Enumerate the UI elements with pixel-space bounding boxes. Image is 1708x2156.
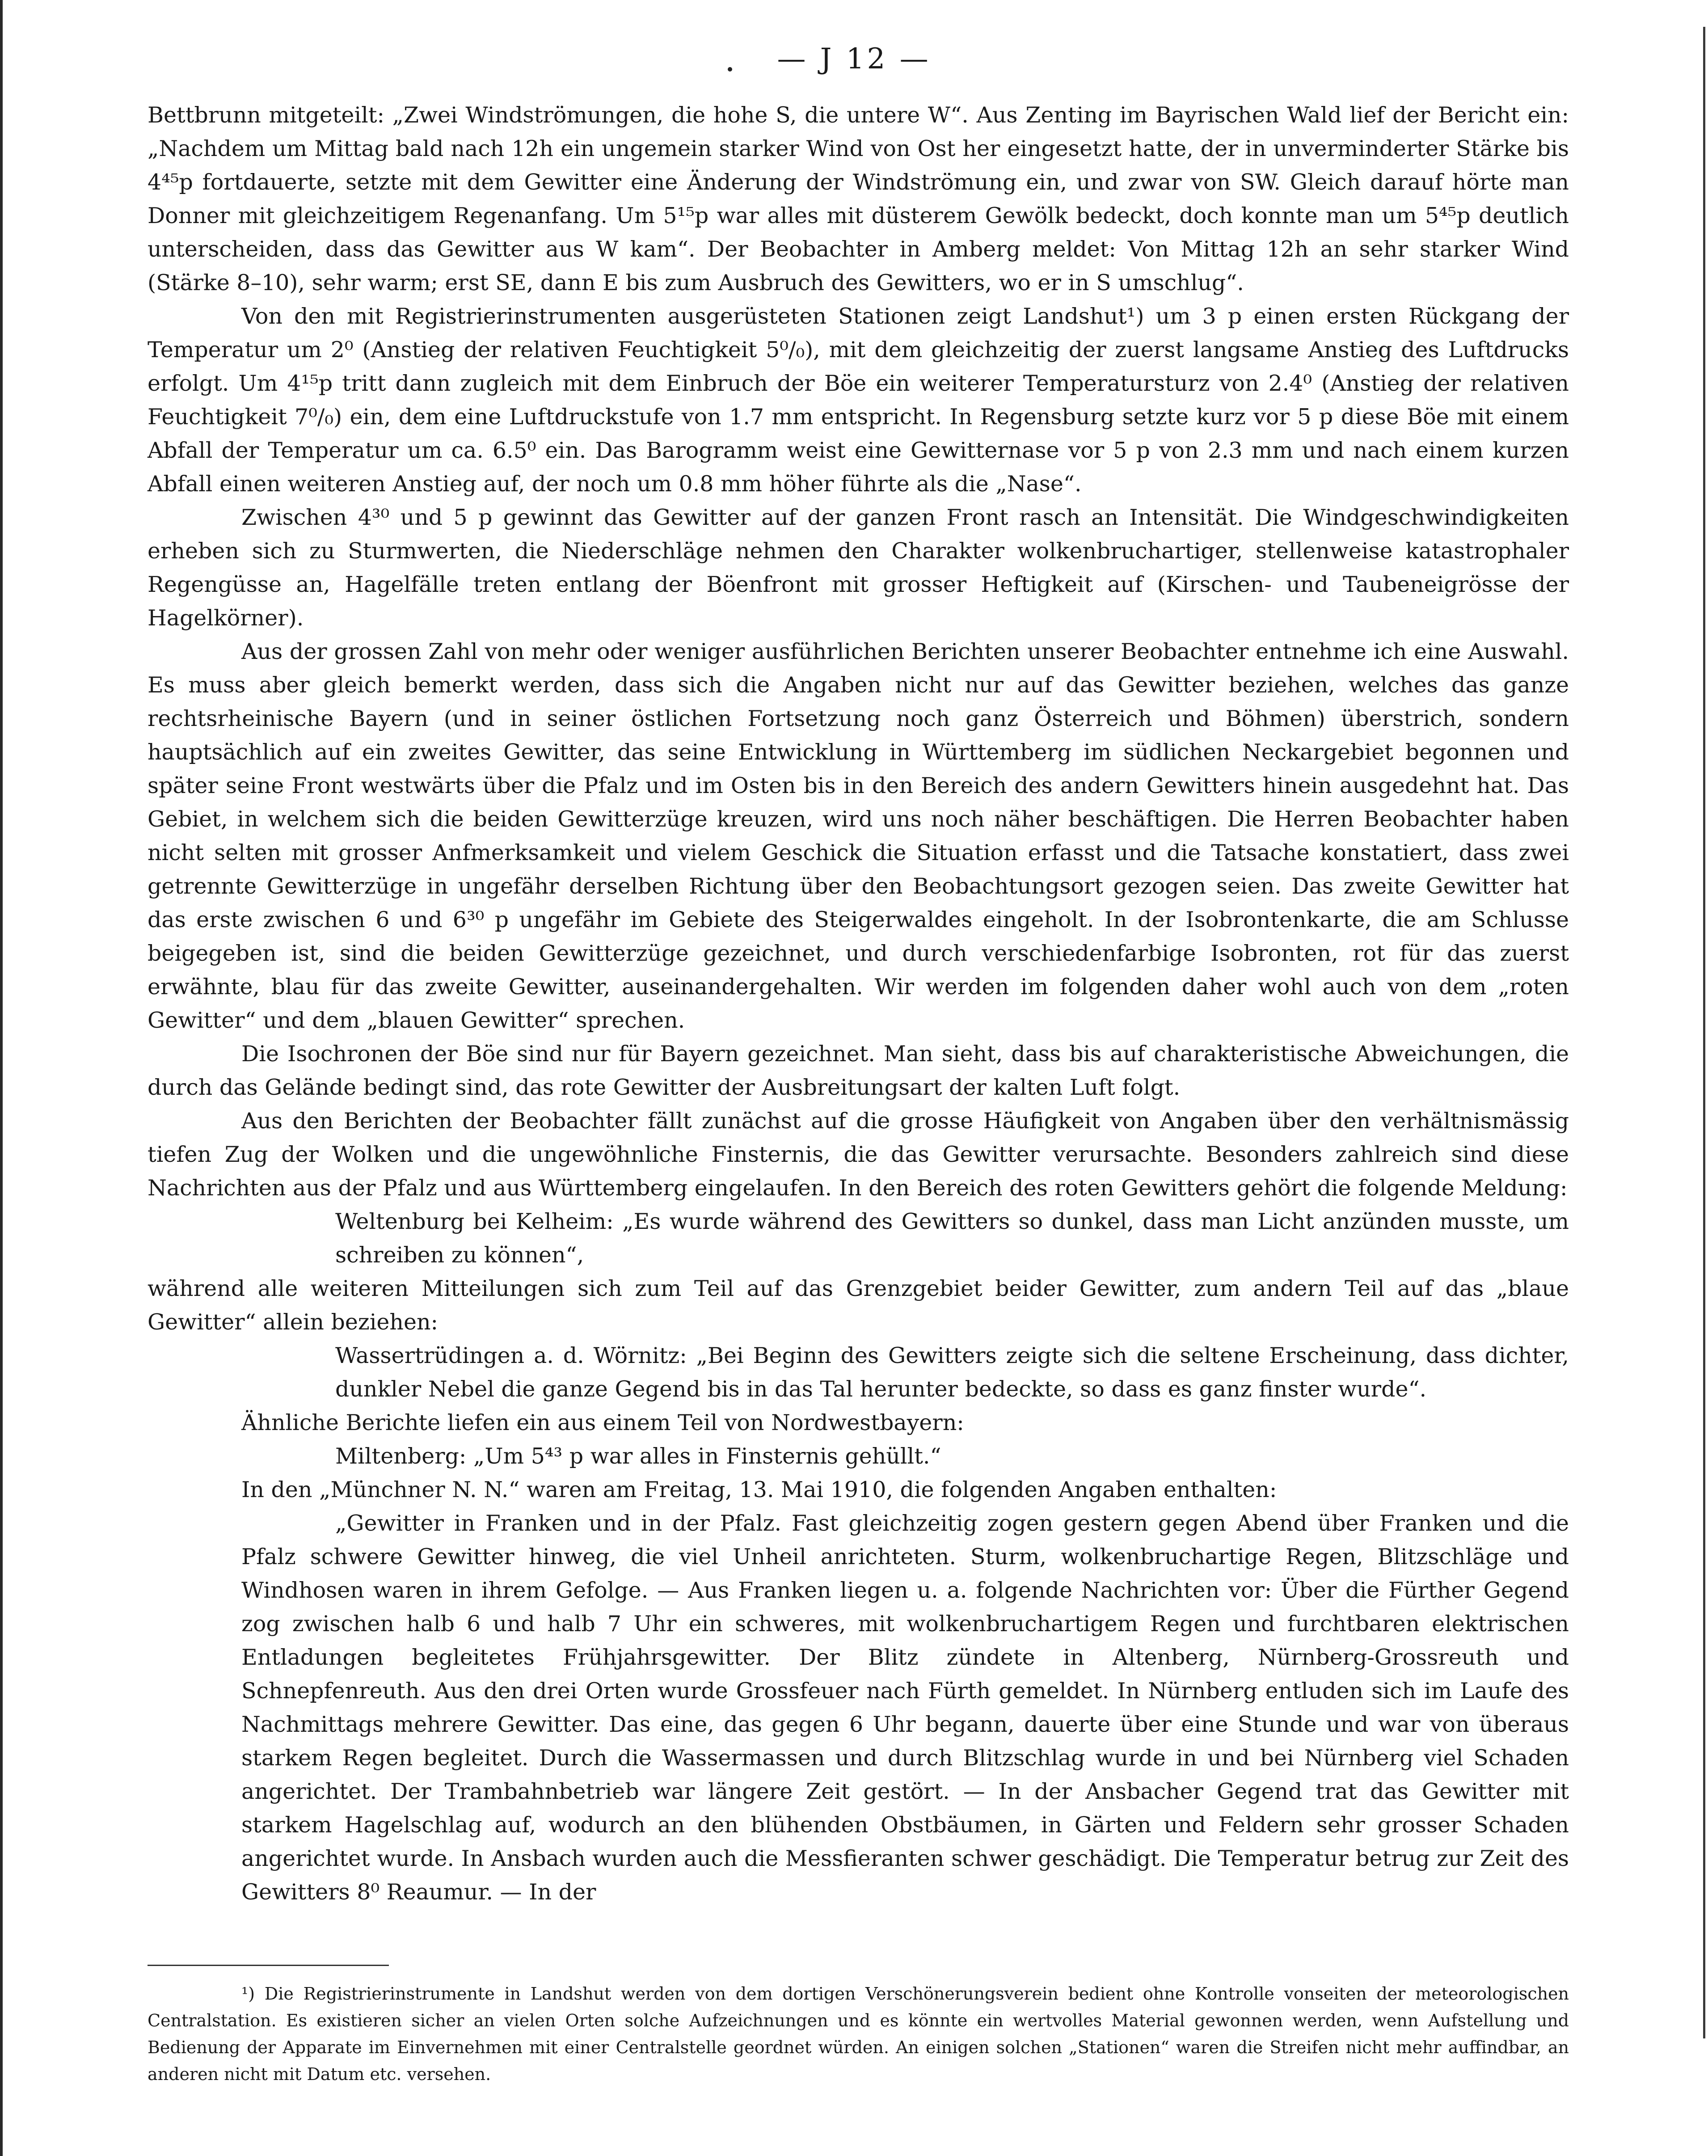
footnote <box>148 1980 1569 2088</box>
paragraph: Aus den Berichten der Beobachter fällt zunächst auf die grosse Häufigkeit von Angaben über den verhältnismässig tiefen Zug der Wolken und die ungewöhnliche Finsternis, die das Gewitter verursachte. Besonders zahlreich sind diese Nachrichten aus der Pfalz und aus Württemberg eingelaufen. In den Bereich des roten Gewitters gehört die folgende Meldung: <box>148 1108 1569 1201</box>
footnote-text: ¹) Die Registrierinstrumente in Landshut werden von dem dortigen Verschönerungsverein bedient ohne Kontrolle vonseiten der meteorologischen Centralstation. Es existieren sicher an vielen Orten solche Aufzeichnungen und es könnte ein wertvolles Material gewonnen werden, wenn Aufstellung und Bedienung der Apparate im Einvernehmen mit einer Centralstelle geordnet würden. An einigen solchen „Stationen“ waren die Streifen nicht mehr auffindbar, an anderen nicht mit Datum etc. versehen. <box>148 1984 1569 2084</box>
paragraph: Aus der grossen Zahl von mehr oder weniger ausführlichen Berichten unserer Beobachter entnehme ich eine Auswahl. Es muss aber gleich bemerkt werden, dass sich die Angaben nicht nur auf das Gewitter beziehen, welches das ganze rechtsrheinische Bayern (und in seiner östlichen Fortsetzung noch ganz Österreich und Böhmen) überstrich, sondern hauptsächlich auf ein zweites Gewitter, das seine Entwicklung in Württemberg im südlichen Neckargebiet begonnen und später seine Front westwärts über die Pfalz und im Osten bis in den Bereich des andern Gewitters hinein ausgedehnt hat. Das Gebiet, in welchem sich die beiden Gewitterzüge kreuzen, wird uns noch näher beschäftigen. Die Herren Beobachter haben nicht selten mit grosser Anfmerksamkeit und vielem Geschick die Situation erfasst und die Tatsache konstatiert, dass zwei getrennte Gewitterzüge in ungefähr derselben Richtung über den Beobachtungsort gezogen seien. Das zweite Gewitter hat das erste zwischen 6 und 6³⁰ p ungefähr im Gebiete des Steigerwaldes eingeholt. In der Isobrontenkarte, die am Schlusse beigegeben ist, sind die beiden Gewitterzüge gezeichnet, und durch verschiedenfarbige Isobronten, rot für das zuerst erwähnte, blau für das zweite Gewitter, auseinandergehalten. Wir werden im folgenden daher wohl auch von dem „roten Gewitter“ und dem „blauen Gewitter“ sprechen. <box>148 639 1569 1033</box>
paragraph: Ähnliche Berichte liefen ein aus einem Teil von Nordwestbayern: <box>241 1410 964 1435</box>
newspaper-quote: „Gewitter in Franken und in der Pfalz. Fast gleichzeitig zogen gestern gegen Abend über Franken und die Pfalz schwere Gewitter hinweg, die viel Unheil anrichteten. Sturm, wolkenbruchartige Regen, Blitzschläge und Windhosen waren in ihrem Gefolge. — Aus Franken liegen u. a. folgende Nachrichten vor: Über die Fürther Gegend zog zwischen halb 6 und halb 7 Uhr ein schweres, mit wolkenbruchartigem Regen und furchtbaren elektrischen Entladungen begleitetes Frühjahrsgewitter. Der Blitz zündete in Altenberg, Nürnberg-Grossreuth und Schnepfenreuth. Aus den drei Orten wurde Grossfeuer nach Fürth gemeldet. In Nürnberg entluden sich im Laufe des Nachmittags mehrere Gewitter. Das eine, das gegen 6 Uhr begann, dauerte über eine Stunde und war von überaus starkem Regen begleitet. Durch die Wassermassen und durch Blitzschlag wurde in und bei Nürnberg viel Schaden angerichtet. Der Trambahnbetrieb war längere Zeit gestört. — In der Ansbacher Gegend trat das Gewitter mit starkem Hagelschlag auf, wodurch an den blühenden Obstbäumen, in Gärten und Feldern sehr grosser Schaden angerichtet wurde. In Ansbach wurden auch die Messfieranten schwer geschädigt. Die Temperatur betrug zur Zeit des Gewitters 8⁰ Reaumur. — In der <box>241 1510 1569 1905</box>
paragraph: In den „Münchner N. N.“ waren am Freitag, 13. Mai 1910, die folgenden Angaben enthalten: <box>241 1477 1277 1502</box>
scan-right-edge <box>1703 27 1705 2038</box>
paragraph: Die Isochronen der Böe sind nur für Bayern gezeichnet. Man sieht, dass bis auf charakteristische Abweichungen, die durch das Gelände bedingt sind, das rote Gewitter der Ausbreitungsart der kalten Luft folgt. <box>148 1041 1569 1100</box>
quoted-report: Wassertrüdingen a. d. Wörnitz: „Bei Beginn des Gewitters zeigte sich die seltene Erscheinung, dass dichter, dunkler Nebel die ganze Gegend bis in das Tal herunter bedeckte, so dass es ganz finster wurde“. <box>335 1343 1569 1402</box>
paragraph: Bettbrunn mitgeteilt: „Zwei Windströmungen, die hohe S, die untere W“. Aus Zenting im Bayrischen Wald lief der Bericht ein: „Nachdem um Mittag bald nach 12h ein ungemein starker Wind von Ost her eingesetzt hatte, der in unverminderter Stärke bis 4⁴⁵p fortdauerte, setzte mit dem Gewitter eine Änderung der Windströmung ein, und zwar von SW. Gleich darauf hörte man Donner mit gleichzeitigem Regenanfang. Um 5¹⁵p war alles mit düsterem Gewölk bedeckt, doch konnte man um 5⁴⁵p deutlich unterscheiden, dass das Gewitter aus W kam“. Der Beobachter in Amberg meldet: Von Mittag 12h an sehr starker Wind (Stärke 8–10), sehr warm; erst SE, dann E bis zum Ausbruch des Gewitters, wo er in S umschlug“. <box>148 102 1569 295</box>
quoted-report: Miltenberg: „Um 5⁴³ p war alles in Finsternis gehüllt.“ <box>335 1443 941 1469</box>
scan-left-edge <box>0 0 3 2156</box>
paragraph: Von den mit Registrierinstrumenten ausgerüsteten Stationen zeigt Landshut¹) um 3 p einen ersten Rückgang der Temperatur um 2⁰ (Anstieg der relativen Feuchtigkeit 5⁰/₀), mit dem gleichzeitig der zuerst langsame Anstieg des Luftdrucks erfolgt. Um 4¹⁵p tritt dann zugleich mit dem Einbruch der Böe ein weiterer Temperatursturz von 2.4⁰ (Anstieg der relativen Feuchtigkeit 7⁰/₀) ein, dem eine Luftdruckstufe von 1.7 mm entspricht. In Regensburg setzte kurz vor 5 p diese Böe mit einem Abfall der Temperatur um ca. 6.5⁰ ein. Das Barogramm weist eine Gewitternase vor 5 p von 2.3 mm und nach einem kurzen Abfall einen weiteren Anstieg auf, der noch um 0.8 mm höher führte als die „Nase“. <box>148 304 1569 497</box>
page-number-header: — J 12 — <box>777 42 931 76</box>
body-text <box>148 98 1569 1909</box>
paragraph: Zwischen 4³⁰ und 5 p gewinnt das Gewitter auf der ganzen Front rasch an Intensität. Die Windgeschwindigkeiten erheben sich zu Sturmwerten, die Niederschläge nehmen den Charakter wolkenbruchartiger, stellenweise katastrophaler Regengüsse an, Hagelfälle treten entlang der Böenfront mit grosser Heftigkeit auf (Kirschen- und Taubeneigrösse der Hagelkörner). <box>148 505 1569 631</box>
paragraph: während alle weiteren Mitteilungen sich zum Teil auf das Grenzgebiet beider Gewitter, zum andern Teil auf das „blaue Gewitter“ allein beziehen: <box>148 1276 1569 1335</box>
quoted-report: Weltenburg bei Kelheim: „Es wurde während des Gewitters so dunkel, dass man Licht anzünden musste, um schreiben zu können“, <box>335 1209 1569 1268</box>
footnote-rule <box>148 1965 389 1966</box>
